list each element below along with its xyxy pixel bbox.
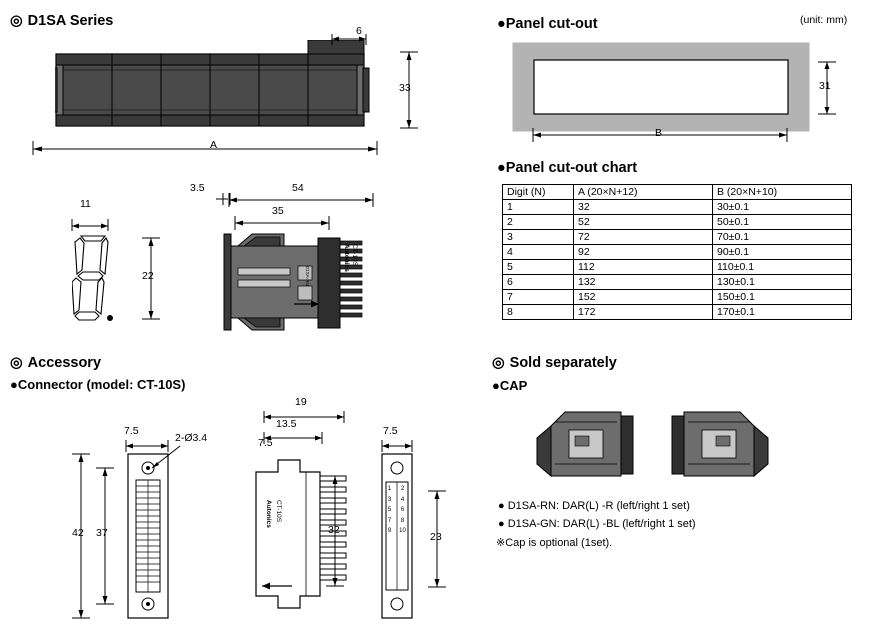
section-title-accessory <box>10 355 101 371</box>
section-title-series <box>10 13 113 29</box>
pin-number: 4 <box>400 496 405 503</box>
conn-middle-brand: Autonics <box>265 500 272 528</box>
cell-digit: 8 <box>503 305 574 320</box>
col-b: B (20×N+10) <box>713 185 852 200</box>
section-title-connector <box>10 377 185 392</box>
cell-a: 112 <box>574 260 713 275</box>
label-dim-35: 35 <box>272 205 284 217</box>
sold-separately-title-text: Sold separately <box>509 355 617 371</box>
section-title-sold-separately <box>492 355 617 371</box>
cap-note-1-bullet: ● <box>498 500 505 512</box>
panel-cutout-drawing <box>512 42 822 137</box>
table-row <box>503 245 852 260</box>
cell-digit: 7 <box>503 290 574 305</box>
cap-marker-icon: ● <box>492 378 500 393</box>
cap-note-2-text: D1SA-GN: DAR(L) -BL (left/right 1 set) <box>507 518 696 530</box>
seven-segment-digit <box>72 232 132 324</box>
conn-right-dim-7-5-arrow <box>380 440 416 452</box>
pin-number: 6 <box>400 507 405 514</box>
panel-cutout-chart-table <box>502 184 852 320</box>
label-dim-33: 33 <box>399 82 411 94</box>
label-conn-middle-32: 32 <box>328 524 340 536</box>
cap-note-2 <box>498 518 696 530</box>
cap-image-left <box>525 408 645 480</box>
conn-middle-dim-19 <box>262 411 346 423</box>
cap-note-3-text: Cap is optional (1set). <box>505 537 613 549</box>
cap-title-text: CAP <box>499 378 528 393</box>
table-row <box>503 215 852 230</box>
cell-b: 50±0.1 <box>713 215 852 230</box>
label-conn-hole: 2-Ø3.4 <box>175 432 208 444</box>
cap-note-1 <box>498 500 690 512</box>
col-a: A (20×N+12) <box>574 185 713 200</box>
front-view-dim-A <box>30 141 380 157</box>
table-row <box>503 275 852 290</box>
table-row <box>503 230 852 245</box>
connector-marker-icon: ● <box>10 377 18 392</box>
label-conn-left-42: 42 <box>72 527 84 539</box>
table-row <box>503 305 852 320</box>
sold-separately-marker-icon: ◎ <box>492 355 505 371</box>
cell-b: 90±0.1 <box>713 245 852 260</box>
conn-hole-leader <box>148 444 184 472</box>
label-conn-middle-13-5: 13.5 <box>276 418 297 430</box>
pin-number: 3 <box>387 496 392 503</box>
table-header-row <box>503 185 852 200</box>
table-row <box>503 290 852 305</box>
section-title-cap <box>492 378 527 393</box>
cell-a: 132 <box>574 275 713 290</box>
accessory-marker-icon: ◎ <box>10 355 23 371</box>
cell-b: 130±0.1 <box>713 275 852 290</box>
pin-number: 5 <box>387 507 392 514</box>
label-conn-middle-19: 19 <box>295 396 307 408</box>
cell-digit: 5 <box>503 260 574 275</box>
side-view-dim-54 <box>226 193 376 207</box>
panel-cutout-title-text: Panel cut-out <box>505 16 598 32</box>
label-conn-left-7-5: 7.5 <box>124 425 139 437</box>
label-dim-3-5: 3.5 <box>190 182 205 194</box>
side-view-drawing <box>222 228 382 338</box>
cell-a: 172 <box>574 305 713 320</box>
side-view-brand: Autonics <box>343 244 350 272</box>
pin-number: 9 <box>387 528 392 535</box>
cap-note-1-text: D1SA-RN: DAR(L) -R (left/right 1 set) <box>507 500 690 512</box>
label-dim-54: 54 <box>292 182 304 194</box>
unit-note: (unit: mm) <box>800 14 848 26</box>
panel-chart-title-text: Panel cut-out chart <box>505 160 638 176</box>
front-view-drawing <box>55 40 385 140</box>
cap-note-3 <box>496 536 612 549</box>
series-title-text: D1SA Series <box>27 13 114 29</box>
cell-digit: 1 <box>503 200 574 215</box>
cell-a: 52 <box>574 215 713 230</box>
connector-left-view <box>126 452 176 620</box>
label-conn-left-37: 37 <box>96 527 108 539</box>
label-panel-dim-31: 31 <box>819 80 831 92</box>
cell-digit: 6 <box>503 275 574 290</box>
cap-image-right <box>660 408 780 480</box>
digit-dim-11 <box>70 215 112 231</box>
conn-right-pin-col-even <box>396 484 409 537</box>
cell-digit: 3 <box>503 230 574 245</box>
cell-b: 150±0.1 <box>713 290 852 305</box>
section-title-panel-chart <box>497 160 637 176</box>
pin-number: 1 <box>387 486 392 492</box>
cell-a: 92 <box>574 245 713 260</box>
pin-number: 10 <box>399 528 406 535</box>
section-title-panel-cutout <box>497 16 598 32</box>
connector-title-text: Connector (model: CT-10S) <box>17 377 186 392</box>
cell-b: 110±0.1 <box>713 260 852 275</box>
label-conn-middle-7-5: 7.5 <box>258 437 273 449</box>
col-digit: Digit (N) <box>503 185 574 200</box>
table-row <box>503 260 852 275</box>
side-view-small-label: D1SA-RN <box>305 266 310 286</box>
cell-a: 32 <box>574 200 713 215</box>
cell-digit: 4 <box>503 245 574 260</box>
cell-b: 170±0.1 <box>713 305 852 320</box>
label-dim-A: A <box>210 139 218 151</box>
cap-note-2-bullet: ● <box>498 518 505 530</box>
cap-note-3-bullet: ※ <box>496 537 506 549</box>
side-view-model: CT-10S <box>351 244 358 267</box>
panel-chart-marker-icon: ● <box>497 160 506 176</box>
series-marker-icon: ◎ <box>10 13 23 29</box>
label-panel-dim-B: B <box>655 127 663 139</box>
label-conn-right-23: 23 <box>430 531 442 543</box>
accessory-title-text: Accessory <box>27 355 102 371</box>
table-row <box>503 200 852 215</box>
pin-number: 2 <box>400 486 405 492</box>
label-dim-6: 6 <box>356 25 362 37</box>
pin-number: 8 <box>400 517 405 524</box>
label-dim-11: 11 <box>80 198 91 210</box>
cell-b: 30±0.1 <box>713 200 852 215</box>
cell-a: 152 <box>574 290 713 305</box>
label-dim-22: 22 <box>142 270 154 282</box>
side-view-dim-35 <box>232 216 332 230</box>
label-conn-right-7-5: 7.5 <box>383 425 398 437</box>
pin-number: 7 <box>387 517 392 524</box>
cell-b: 70±0.1 <box>713 230 852 245</box>
conn-middle-model: CT-10S <box>275 500 282 523</box>
cell-digit: 2 <box>503 215 574 230</box>
cell-a: 72 <box>574 230 713 245</box>
panel-cutout-marker-icon: ● <box>497 16 506 32</box>
conn-right-pin-col-odd <box>384 484 395 537</box>
